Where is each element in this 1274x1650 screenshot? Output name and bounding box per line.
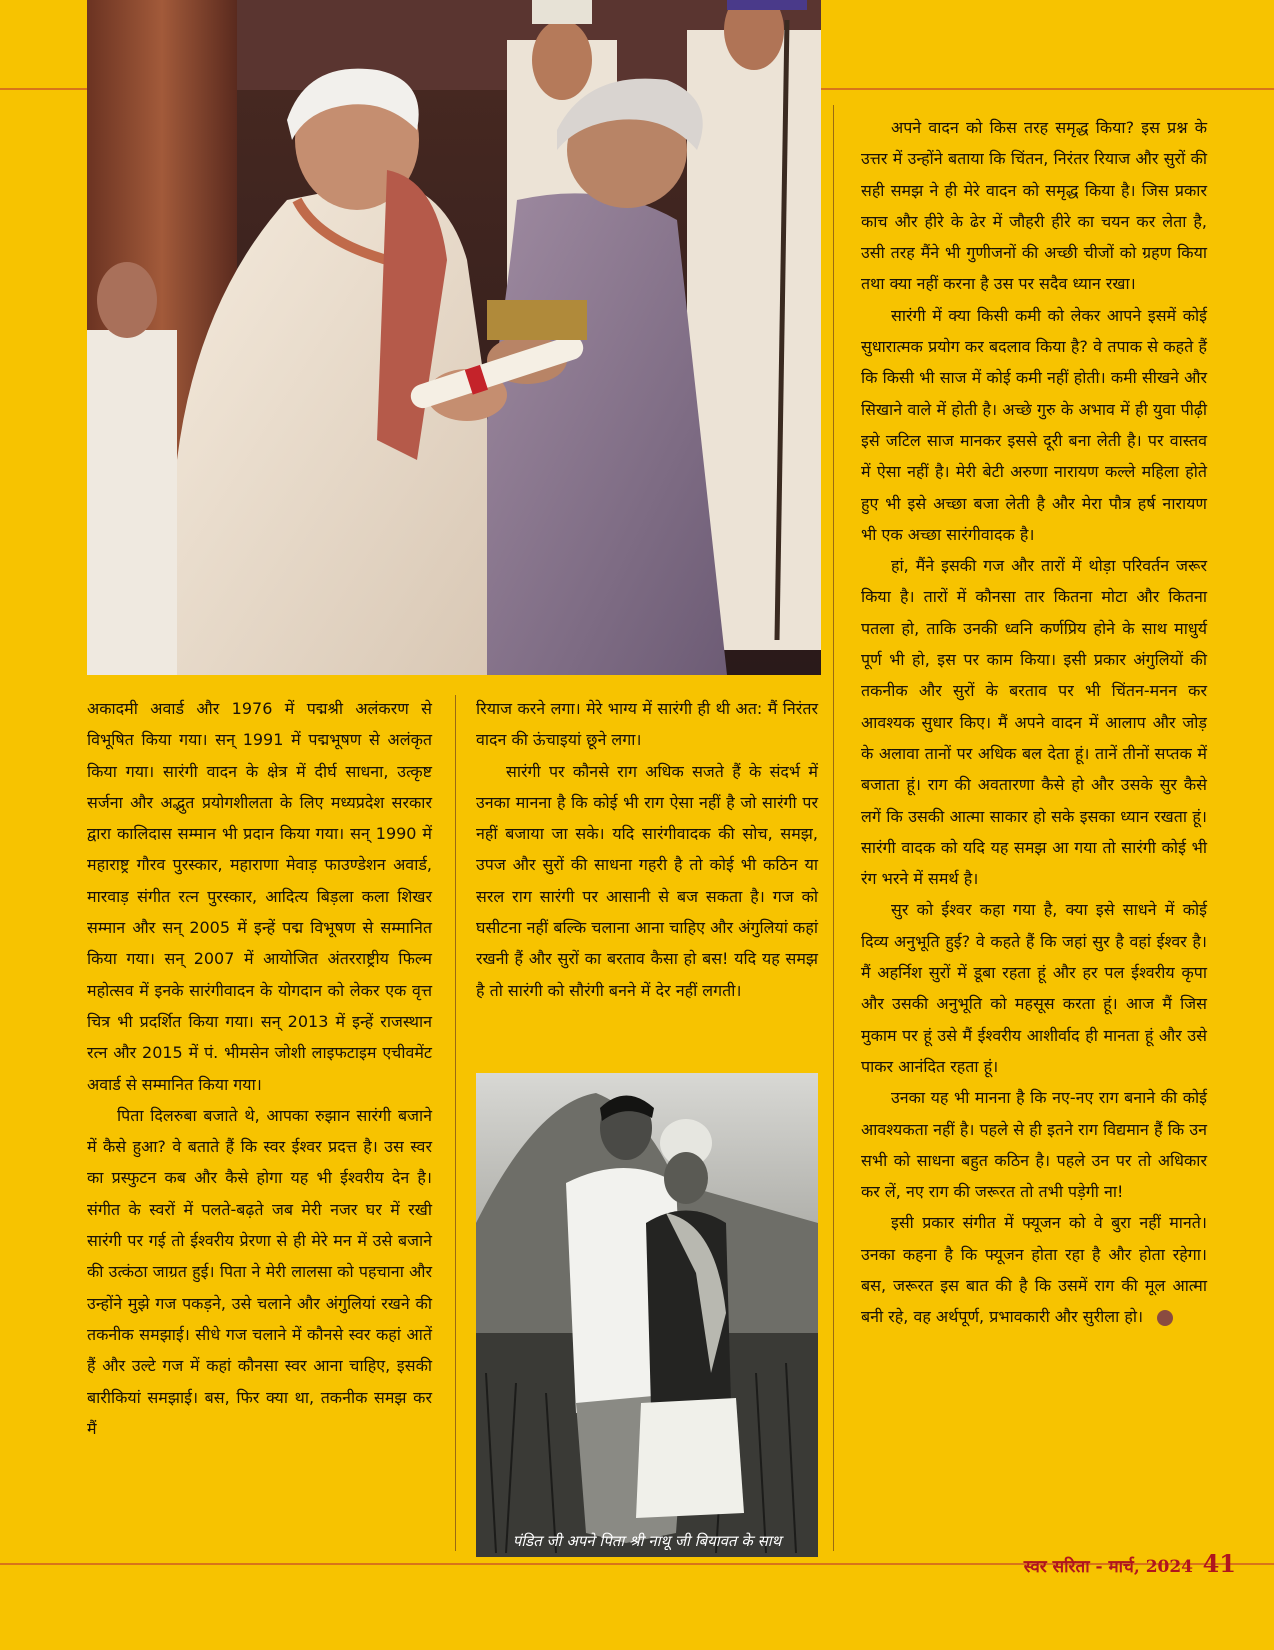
main-photo-illustration <box>87 0 821 675</box>
end-mark-icon <box>1157 1310 1173 1326</box>
paragraph: सुर को ईश्वर कहा गया है, क्या इसे साधने में कोई दिव्य अनुभूति हुई? वे कहते हैं कि जहां सुर है वहां ईश्वर है। मैं अहर्निश सुरों में डूबा रहता हूं और हर पल ईश्वरीय कृपा और उसकी अनुभूति को महसूस करता हूं। आज मैं जिस मुकाम पर हूं उसे मैं ईश्वरीय आशीर्वाद ही मानता हूं और उसे पाकर आनंदित रहता हूं। <box>861 900 1207 1076</box>
father-son-illustration <box>476 1073 818 1557</box>
page-number: 41 <box>1202 1549 1236 1578</box>
paragraph: अकादमी अवार्ड और 1976 में पद्मश्री अलंकरण से विभूषित किया गया। सन् 1991 में पद्मभूषण से अलंकृत किया गया। सारंगी वादन के क्षेत्र में दीर्घ साधना, उत्कृष्ट सर्जना और अद्भुत प्रयोगशीलता के लिए मध्यप्रदेश सरकार द्वारा कालिदास सम्मान भी प्रदान किया गया। सन् 1990 में महाराष्ट्र गौरव पुरस्कार, महाराणा मेवाड़ फाउण्डेशन अवार्ड, मारवाड़ संगीत रत्न पुरस्कार, आदित्य बिड़ला कला शिखर सम्मान और सन् 2005 में इन्हें पद्म विभूषण से सम्मानित किया गया। सन् 2007 में आयोजित अंतरराष्ट्रीय फिल्म महोत्सव में इनके सारंगीवादन के योगदान को लेकर एक वृत्त चित्र भी प्रदर्शित किया गया। सन् 2013 में इन्हें राजस्थान रत्न और 2015 में पं. भीमसेन जोशी लाइफटाइम एचीवमेंट अवार्ड से सम्मानित किया गया। <box>87 699 432 1094</box>
page-footer <box>1024 1549 1236 1578</box>
column-right <box>861 112 1207 1333</box>
paragraph: हां, मैंने इसकी गज और तारों में थोड़ा परिवर्तन जरूर किया है। तारों में कौनसा तार कितना मोटा और कितना पतला हो, ताकि उनकी ध्वनि कर्णप्रिय होने के साथ माधुर्य पूर्ण भी हो, इस पर काम किया। इसी प्रकार अंगुलियों की तकनीक और सुरों के बरताव पर भी चिंतन-मनन कर आवश्यक सुधार किए। मैं अपने वादन में आलाप और जोड़ के अलावा तानों पर अधिक बल देता हूं। तानें तीनों सप्तक में बजाता हूं। राग की अवतारणा कैसे हो और उसके सुर कैसे लगें कि उसकी आत्मा साकार हो सके इसका ध्यान रखता हूं। सारंगी वादक को यदि यह समझ आ गया तो सारंगी कोई भी रंग भरने में समर्थ है। <box>861 556 1207 889</box>
paragraph: अपने वादन को किस तरह समृद्ध किया? इस प्रश्न के उत्तर में उन्होंने बताया कि चिंतन, निरंतर रियाज और सुरों की सही समझ ने ही मेरे वादन को समृद्ध किया है। जिस प्रकार काच और हीरे के ढेर में जौहरी हीरे का चयन कर लेता है, उसी तरह मैंने भी गुणीजनों की अच्छी चीजों को ग्रहण किया तथा क्या नहीं करना है उस पर सदैव ध्यान रखा। <box>861 118 1207 294</box>
father-son-photo <box>476 1073 818 1557</box>
paragraph <box>861 1207 1207 1332</box>
paragraph: सारंगी में क्या किसी कमी को लेकर आपने इसमें कोई सुधारात्मक प्रयोग कर बदलाव किया है? वे तपाक से कहते हैं कि किसी भी साज में कोई कमी नहीं होती। कमी सीखने और सिखाने वाले में होती है। अच्छे गुरु के अभाव में ही युवा पीढ़ी इसे जटिल साज मानकर इससे दूरी बना लेती है। पर वास्तव में ऐसा नहीं है। मेरी बेटी अरुणा नारायण कल्ले महिला होते हुए भी इसे अच्छा बजा लेती है और मेरा पौत्र हर्ष नारायण भी एक अच्छा सारंगीवादक है। <box>861 305 1207 544</box>
column-middle <box>476 693 818 1006</box>
paragraph-text: इसी प्रकार संगीत में फ्यूजन को वे बुरा नहीं मानते। उनका कहना है कि फ्यूजन होता रहा है और होता रहेगा। बस, जरूरत इस बात की है कि उसमें राग की मूल आत्मा बनी रहे, वह अर्थपूर्ण, प्रभावकारी और सुरीला हो। <box>861 1213 1207 1327</box>
paragraph: रियाज करने लगा। मेरे भाग्य में सारंगी ही थी अत: मैं निरंतर वादन की ऊंचाइयां छूने लगा। <box>476 699 818 750</box>
photo-caption: पंडित जी अपने पिता श्री नाथू जी बियावत के साथ <box>512 1532 782 1550</box>
magazine-title: स्वर सरिता - मार्च, 2024 <box>1023 1557 1194 1577</box>
paragraph: पिता दिलरुबा बजाते थे, आपका रुझान सारंगी बजाने में कैसे हुआ? वे बताते हैं कि स्वर ईश्वर प्रदत्त है। उस स्वर का प्रस्फुटन कब और कैसे होगा यह भी ईश्वरीय देन है। संगीत के स्वरों में पलते-बढ़ते जब मेरी नजर घर में रखी सारंगी पर गई तो ईश्वरीय प्रेरणा से ही मेरे मन में उसे बजाने की उत्कंठा जाग्रत हुई। पिता ने मेरी लालसा को पहचाना और उन्होंने मुझे गज पकड़ने, उसे चलाने और अंगुलियां रखने की तकनीक समझाई। सीधे गज चलाने में कौनसे स्वर कहां आतें हैं और उल्टे गज में कहां कौनसा स्वर आना चाहिए, इसकी बारीकियां समझाई। बस, फिर क्या था, तकनीक समझ कर मैं <box>87 1105 432 1438</box>
column-divider-left <box>455 695 456 1551</box>
column-left <box>87 693 432 1444</box>
column-divider-right <box>833 105 834 1551</box>
paragraph: उनका यह भी मानना है कि नए-नए राग बनाने की कोई आवश्यकता नहीं है। पहले से ही इतने राग विद्यमान हैं कि उन सभी को साधना बहुत कठिन है। पहले उन पर तो अधिकार कर लें, नए राग की जरूरत तो तभी पड़ेगी ना! <box>861 1088 1207 1202</box>
paragraph: सारंगी पर कौनसे राग अधिक सजते हैं के संदर्भ में उनका मानना है कि कोई भी राग ऐसा नहीं है जो सारंगी पर नहीं बजाया जा सके। यदि सारंगीवादक की सोच, समझ, उपज और सुरों की साधना गहरी है तो कोई भी कठिन या सरल राग सारंगी पर आसानी से बज सकता है। गज को घसीटना नहीं बल्कि चलाना आना चाहिए और अंगुलियां कहां रखनी हैं और सुरों का बरताव कैसा हो बस! यदि यह समझ है तो सारंगी को सौरंगी बनने में देर नहीं लगती। <box>476 761 818 1000</box>
main-photo <box>87 0 821 675</box>
